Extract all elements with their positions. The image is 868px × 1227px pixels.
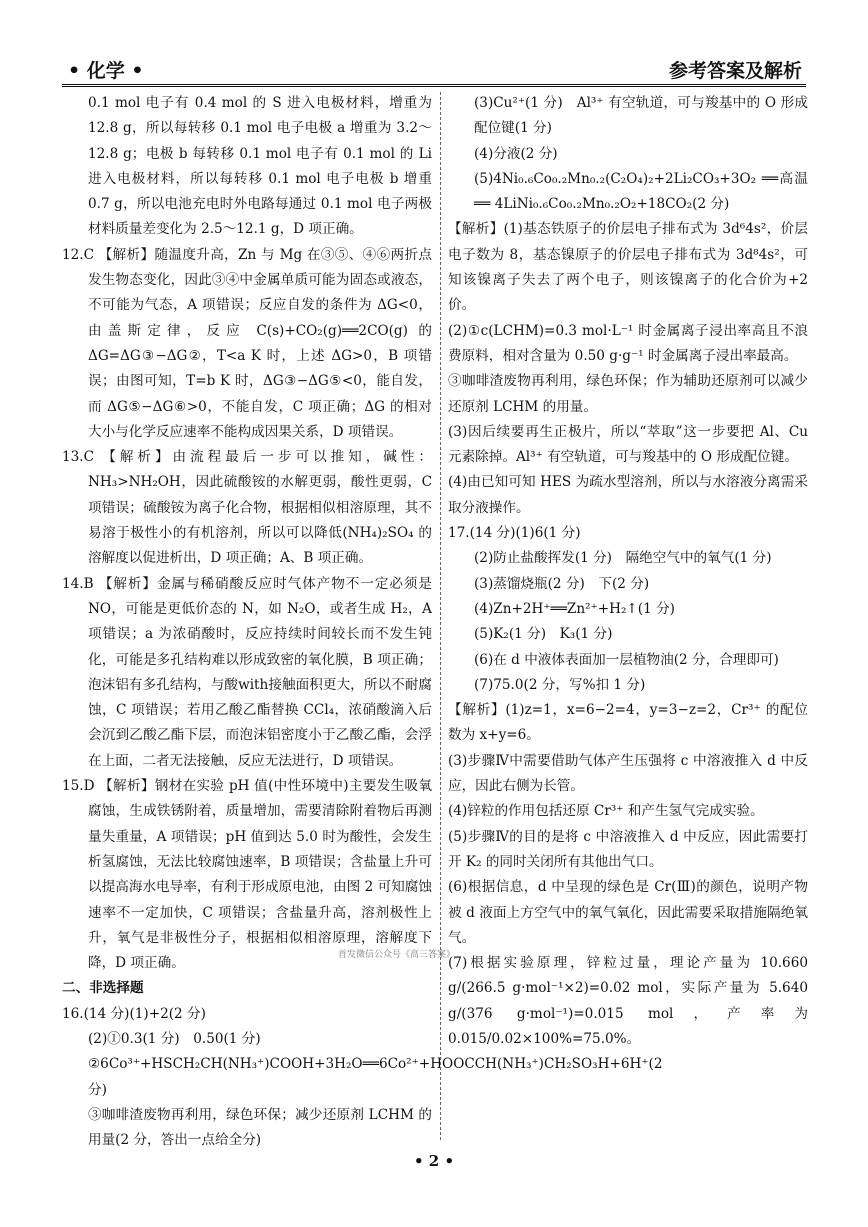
watermark: 首发微信公众号《高三答案》 <box>338 950 456 960</box>
section-title: 参考答案及解析 <box>668 60 802 82</box>
page-header <box>62 54 806 87</box>
answer-paragraph: 二、非选择题 <box>62 980 144 997</box>
answer-paragraph: 【解析】(1)基态铁原子的价层电子排布式为 3d⁶4s²，价层电子数为 8，基态镍原子的价层电子排布式为 3d⁸4s²，可知该镍离子失去了两个电子，则该镍离子的化合价为+2 价。 <box>448 221 808 314</box>
column-divider <box>440 92 441 1140</box>
right-column <box>448 91 808 1052</box>
page-number: • 2 • <box>413 1152 455 1170</box>
answer-paragraph: 15.D 【解析】钢材在实验 pH 值(中性环境中)主要发生吸氧腐蚀，生成铁锈附着，质量增加，需要清除附着物后再测量失重量，A 项错误；pH 值到达 5.0 时为酸性，会发生析氢腐蚀，无法比较腐蚀速率，B 项错误；含盐量上升可以提高海水电导率，有利于形成原电池，由图 2 可知腐蚀速率不一定加快，C 项错误；含盐量升高，溶剂极性上升，氧气是非极性分子，根据相似相溶原理，溶解度下降，D 项正确。 <box>62 778 432 972</box>
answer-paragraph: (5)4Ni₀.₆Co₀.₂Mn₀.₂(C₂O₄)₂+2Li₂CO₃+3O₂ ══高温══ 4LiNi₀.₆Co₀.₂Mn₀.₂O₂+18CO₂(2 分) <box>474 170 808 213</box>
answer-paragraph: ③咖啡渣废物再利用，绿色环保；作为辅助还原剂可以减少还原剂 LCHM 的用量。 <box>448 373 808 415</box>
answer-paragraph: 14.B 【解析】金属与稀硝酸反应时气体产物不一定必须是 NO，可能是更低价态的 N，如 N₂O，或者生成 H₂，A 项错误；a 为浓硝酸时，反应持续时间较长而不发生钝化，可能是多孔结构难以形成致密的氧化膜，B 项正确；泡沫铝有多孔结构，与酸with接触面积更大，所以不耐腐蚀，C 项错误；若用乙酸乙酯替换 CCl₄，浓硝酸滴入后会沉到乙酸乙酯下层，而泡沫铝密度小于乙酸乙酯，会浮在上面，二者无法接触，反应无法进行，D 项错误。 <box>62 575 432 769</box>
answer-paragraph: 16.(14 分)(1)+2(2 分) <box>62 1005 206 1022</box>
answer-paragraph: (2)防止盐酸挥发(1 分) 隔绝空气中的氧气(1 分) <box>474 550 772 567</box>
answer-paragraph: 0.1 mol 电子有 0.4 mol 的 S 进入电极材料，增重为 12.8 g，所以每转移 0.1 mol 电子电极 a 增重为 3.2～12.8 g；电极 b 每转移 0.1 mol 电子有 0.1 mol 的 Li 进入电极材料，所以每转移 0.1 mol 电子电极 b 增重 0.7 g，所以电池充电时外电路每通过 0.1 mol 电子两极材料质量差变化为 2.5～12.1 g，D 项正确。 <box>88 95 432 238</box>
answer-paragraph: (5)步骤Ⅳ的目的是将 c 中溶液推入 d 中反应，因此需要打开 K₂ 的同时关闭所有其他出气口。 <box>448 828 808 870</box>
answer-paragraph: (4)由已知可知 HES 为疏水型溶剂，所以与水溶液分离需采取分液操作。 <box>448 474 808 516</box>
answer-paragraph: 13.C 【解析】由流程最后一步可以推知，碱性：NH₃>NH₂OH，因此硫酸铵的水解更弱，酸性更弱，C 项错误；硫酸铵为离子化合物，根据相似相溶原理，其不易溶于极性小的有机溶剂，所以可以降低(NH₄)₂SO₄ 的溶解度以促进析出，D 项正确；A、B 项正确。 <box>62 449 432 567</box>
answer-paragraph: (2)①c(LCHM)=0.3 mol·L⁻¹ 时金属离子浸出率高且不浪费原料，相对含量为 0.50 g·g⁻¹ 时金属离子浸出率最高。 <box>448 322 808 364</box>
answer-paragraph: (7)根据实验原理，锌粒过量，理论产量为 10.660 g/(266.5 g·mol⁻¹×2)=0.02 mol，实际产量为 5.640 g/(376 g·mol⁻¹)=0.015 mol，产率为 0.015/0.02×100%=75.0%。 <box>448 955 808 1047</box>
answer-paragraph: (5)K₂(1 分) K₃(1 分) <box>474 626 613 643</box>
answer-paragraph: (3)因后续要再生正极片，所以“萃取”这一步要把 Al、Cu 元素除掉。Al³⁺ 有空轨道，可与羧基中的 O 形成配位键。 <box>448 423 808 466</box>
answer-paragraph: 【解析】(1)z=1，x=6−2=4，y=3−z=2，Cr³⁺ 的配位数为 x+y=6。 <box>448 702 808 744</box>
answer-paragraph: (3)蒸馏烧瓶(2 分) 下(2 分) <box>474 575 650 592</box>
answer-paragraph: (2)①0.3(1 分) 0.50(1 分) <box>88 1030 261 1047</box>
answer-paragraph: 12.C 【解析】随温度升高，Zn 与 Mg 在③⑤、④⑥两折点发生物态变化，因此③④中金属单质可能为固态或液态，不可能为气态，A 项错误；反应自发的条件为 ΔG<0，由盖斯定律，反应 C(s)+CO₂(g)══2CO(g) 的 ΔG=ΔG③−ΔG②，T<a K 时，上述 ΔG>0，B 项错误；由图可知，T=b K 时，ΔG③−ΔG⑤<0，能自发，而 ΔG⑤−ΔG⑥>0，不能自发，C 项正确；ΔG 的相对大小与化学反应速率不能构成因果关系，D 项错误。 <box>62 246 432 440</box>
answer-paragraph: (4)分液(2 分) <box>474 145 558 162</box>
answer-paragraph: (4)Zn+2H⁺══Zn²⁺+H₂↑(1 分) <box>474 600 675 617</box>
answer-paragraph: (4)锌粒的作用包括还原 Cr³⁺ 和产生氢气完成实验。 <box>448 803 764 820</box>
answer-paragraph: (6)在 d 中液体表面加一层植物油(2 分，合理即可) <box>474 651 779 668</box>
answer-paragraph: (7)75.0(2 分，写%扣 1 分) <box>474 676 646 693</box>
answer-paragraph: ③咖啡渣废物再利用，绿色环保；减少还原剂 LCHM 的用量(2 分，答出一点给全分) <box>88 1106 432 1149</box>
answer-paragraph: ②6Co³⁺+HSCH₂CH(NH₃⁺)COOH+3H₂O══6Co²⁺+HOOCCH(NH₃⁺)CH₂SO₃H+6H⁺(2 分) <box>88 1056 663 1098</box>
answer-paragraph: (6)根据信息，d 中呈现的绿色是 Cr(Ⅲ)的颜色，说明产物被 d 液面上方空气中的氧气氧化，因此需要采取措施隔绝氧气。 <box>448 879 808 946</box>
answer-paragraph: (3)步骤Ⅳ中需要借助气体产生压强将 c 中溶液推入 d 中反应，因此右侧为长管。 <box>448 752 808 795</box>
answer-paragraph: (3)Cu²⁺(1 分) Al³⁺ 有空轨道，可与羧基中的 O 形成配位键(1 分) <box>474 95 808 137</box>
subject-label: • 化学 • <box>68 60 144 82</box>
answer-paragraph: 17.(14 分)(1)6(1 分) <box>448 525 581 542</box>
